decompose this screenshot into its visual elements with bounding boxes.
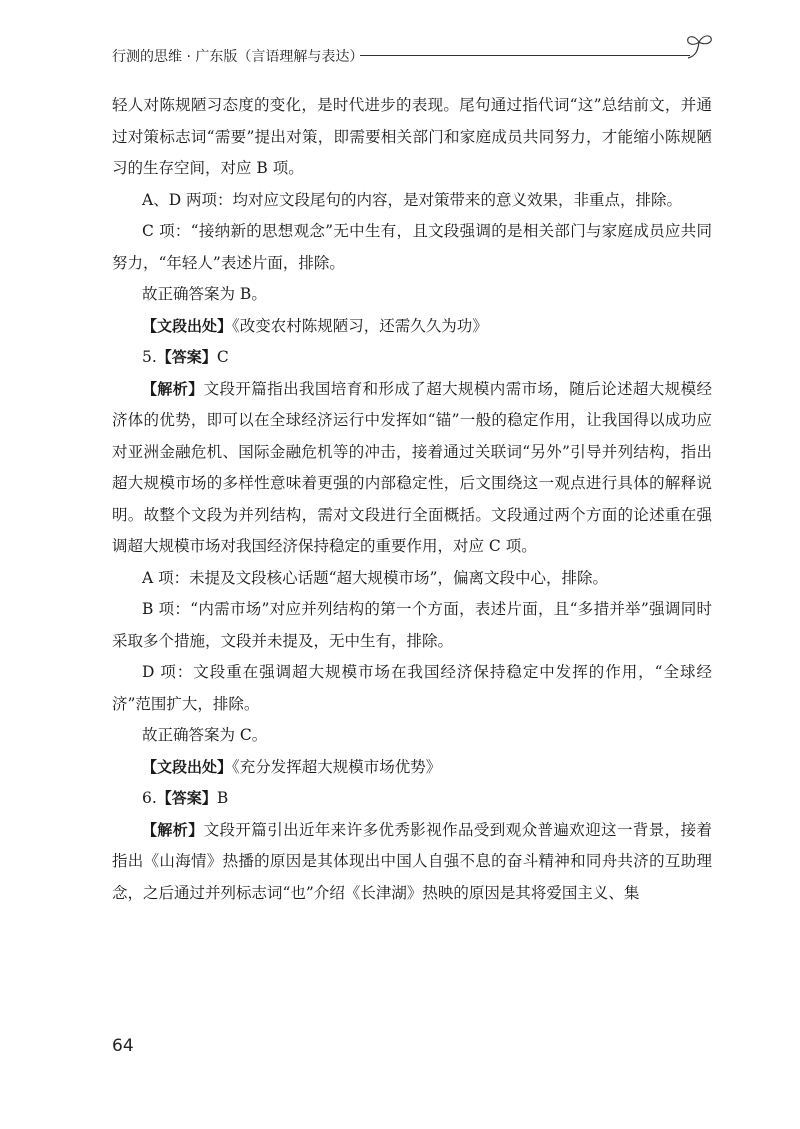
paragraph-5-option-a: A 项：未提及文段核心话题“超大规模市场”，偏离文段中心，排除。 [142, 568, 608, 587]
running-header [112, 30, 712, 70]
question-6-analysis: 【解析】文段开篇引出近年来许多优秀影视作品受到观众普遍欢迎这一背景，接着指出《山海情》热播的原因是其体现出中国人自强不息的奋斗精神和同舟共济的互助理念，之后通过并列标志词“也”介绍《长津湖》热映的原因是其将爱国主义、集 [112, 820, 712, 902]
sprout-icon [682, 30, 716, 60]
page-body [112, 90, 712, 909]
paragraph-source-5: 【文段出处】《充分发挥超大规模市场优势》 [142, 757, 442, 776]
header-title: 行测的思维 · 广东版（言语理解与表达） [112, 49, 364, 65]
question-5-analysis: 【解析】文段开篇指出我国培育和形成了超大规模内需市场，随后论述超大规模经济体的优势，即可以在全球经济运行中发挥如“锚”一般的稳定作用，让我国得以成功应对亚洲金融危机、国际金融危机等的冲击，接着通过关联词“另外”引导并列结构，指出超大规模市场的多样性意味着更强的内部稳定性，后文围绕这一观点进行具体的解释说明。故整个文段为并列结构，需对文段进行全面概括。文段通过两个方面的论述重在强调超大规模市场对我国经济保持稳定的重要作用，对应 C 项。 [112, 379, 712, 555]
paragraph-option-c: C 项：“接纳新的思想观念”无中生有，且文段强调的是相关部门与家庭成员应共同努力，“年轻人”表述片面，排除。 [112, 222, 712, 272]
paragraph-continuation: 轻人对陈规陋习态度的变化，是时代进步的表现。尾句通过指代词“这”总结前文，并通过对策标志词“需要”提出对策，即需要相关部门和家庭成员共同努力，才能缩小陈规陋习的生存空间，对应 B 项。 [112, 96, 712, 177]
paragraph-5-option-b: B 项：“内需市场”对应并列结构的第一个方面，表述片面，且“多措并举”强调同时采取多个措施，文段并未提及，无中生有，排除。 [112, 600, 712, 650]
paragraph-option-ad: A、D 两项：均对应文段尾句的内容，是对策带来的意义效果，非重点，排除。 [142, 190, 683, 209]
paragraph-answer-5: 故正确答案为 C。 [142, 726, 268, 744]
paragraph-5-option-d: D 项：文段重在强调超大规模市场在我国经济保持稳定中发挥的作用，“全球经济”范围扩大，排除。 [112, 663, 712, 713]
paragraph-answer-4: 故正确答案为 B。 [142, 285, 267, 303]
page-number: 64 [112, 1036, 134, 1056]
question-6-answer: 6.【答案】B [142, 789, 229, 807]
paragraph-source-4: 【文段出处】《改变农村陈规陋习，还需久久为功》 [142, 316, 488, 335]
header-rule [360, 55, 690, 56]
question-5-answer: 5.【答案】C [142, 348, 229, 366]
